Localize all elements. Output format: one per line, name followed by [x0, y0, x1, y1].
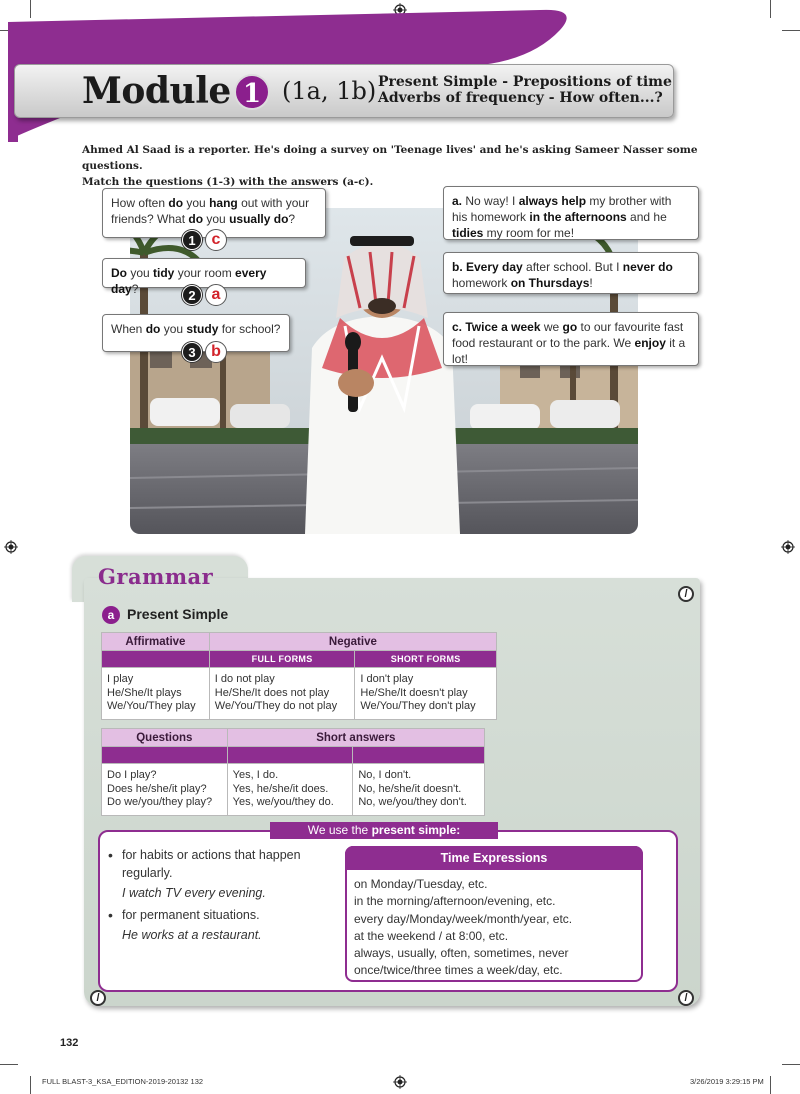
short-forms-cell — [355, 668, 497, 720]
header-short-answers: Short answers — [227, 729, 484, 747]
module-units: (1a, 1b) — [282, 77, 377, 105]
registration-mark-icon — [4, 540, 18, 554]
text-segment: present simple: — [371, 823, 461, 837]
header-affirmative: Affirmative — [102, 633, 210, 651]
text-segment: you — [160, 322, 187, 336]
table-line: Yes, he/she/it does. — [232, 782, 329, 795]
question-number-3: 3 — [182, 342, 202, 362]
table-line: Do I play? — [107, 769, 157, 781]
table-line: No, I don't. — [358, 769, 412, 781]
text-segment: do — [188, 212, 204, 226]
answer-letter-3[interactable]: b — [205, 341, 227, 363]
header-blank — [102, 747, 228, 764]
usage-example: I watch TV every evening. — [122, 886, 266, 900]
crop-mark — [782, 1064, 800, 1065]
text-segment: hang — [209, 196, 238, 210]
question-bubble-2 — [102, 258, 306, 296]
exercise-instructions — [82, 142, 702, 190]
module-title: Module — [82, 70, 231, 112]
text-segment: c. Twice a week — [452, 320, 541, 334]
header-blank — [102, 651, 210, 668]
text-segment: We use the — [307, 823, 372, 837]
time-expression: on Monday/Tuesday, etc. — [354, 877, 488, 891]
footer-timestamp: 3/26/2019 3:29:15 PM — [690, 1077, 764, 1086]
text-segment: every day — [111, 266, 267, 296]
text-segment: usually do — [229, 212, 289, 226]
no-answers-cell — [353, 764, 485, 816]
answer-bubble-c — [443, 312, 699, 366]
time-expression: every day/Monday/week/month/year, etc. — [354, 911, 573, 926]
text-segment: after school. But I — [522, 260, 623, 274]
crop-mark — [0, 1064, 18, 1065]
table-line: He/She/It plays — [107, 686, 182, 699]
header-blank — [227, 747, 353, 764]
module-number-badge: 1 — [234, 74, 270, 110]
table-line: We/You/They don't play — [360, 700, 476, 712]
text-segment: enjoy — [634, 336, 666, 350]
grammar-title: Grammar — [98, 564, 214, 589]
header-short-forms: SHORT FORMS — [355, 651, 497, 668]
present-simple-table — [101, 632, 497, 720]
table-line: He/She/It doesn't play — [360, 686, 468, 699]
text-segment: my brother with his homework — [452, 194, 672, 224]
text-segment: you — [203, 212, 230, 226]
answer-letter-2[interactable]: a — [205, 284, 227, 306]
crop-mark — [770, 1076, 771, 1094]
text-segment: When — [111, 322, 146, 336]
table-line: Yes, we/you/they do. — [232, 796, 334, 808]
module-topic-line2: Adverbs of frequency - How often...? — [378, 90, 663, 106]
header-full-forms: FULL FORMS — [209, 651, 355, 668]
text-segment: and he — [626, 210, 667, 224]
table-line: I don't play — [360, 673, 414, 685]
table-line: I play — [107, 673, 134, 685]
text-segment: in the afternoons — [529, 210, 627, 224]
text-segment: homework — [452, 276, 511, 290]
text-segment: ! — [589, 276, 593, 290]
header-negative: Negative — [209, 633, 496, 651]
usage-item: • for habits or actions that happen regularly. — [108, 846, 338, 882]
text-segment: we — [540, 320, 563, 334]
footer-file-info: FULL BLAST-3_KSA_EDITION-2019-20132 132 — [42, 1077, 204, 1086]
text-segment: my room for me! — [483, 226, 575, 240]
text-segment: never do — [622, 260, 673, 274]
table-line: I do not play — [214, 673, 275, 685]
text-segment: tidies — [452, 226, 484, 240]
answer-bubble-b — [443, 252, 699, 294]
table-line: No, we/you/they don't. — [358, 796, 467, 808]
time-expressions-list — [354, 876, 639, 980]
text-segment: you — [127, 266, 154, 280]
answer-letter-1[interactable]: c — [205, 229, 227, 251]
audio-disc-icon: / — [678, 990, 694, 1006]
registration-mark-icon — [781, 540, 795, 554]
answer-bubble-a — [443, 186, 699, 240]
time-expression: always, usually, often, sometimes, never — [354, 946, 569, 961]
text-segment: always help — [518, 194, 587, 208]
usage-list — [108, 846, 338, 948]
audio-disc-icon: / — [90, 990, 106, 1006]
table-line: We/You/They do not play — [214, 700, 338, 712]
text-segment: a. — [452, 194, 463, 208]
table-line: No, he/she/it doesn't. — [358, 782, 462, 795]
time-expression: once/twice/three times a week/day, etc. — [354, 963, 563, 978]
time-expression: in the morning/afternoon/evening, etc. — [354, 894, 556, 909]
text-segment: it a lot! — [452, 336, 686, 366]
affirmative-cell — [102, 668, 210, 720]
header-blank — [353, 747, 485, 764]
text-segment: Do — [111, 266, 127, 280]
text-segment: on Thursdays — [510, 276, 590, 290]
time-expression: at the weekend / at 8:00, etc. — [354, 928, 509, 943]
table-line: Do we/you/they play? — [107, 796, 213, 808]
table-line: Does he/she/it play? — [107, 782, 207, 795]
text-segment: b. Every day — [452, 260, 523, 274]
questions-cell — [102, 764, 228, 816]
section-letter-badge: a — [102, 606, 120, 624]
text-segment: to our favourite fast food restaurant or to the park. We — [452, 320, 684, 350]
questions-short-answers-table — [101, 728, 485, 816]
text-segment: do — [168, 196, 184, 210]
text-segment: How often — [111, 196, 169, 210]
text-segment: do — [145, 322, 161, 336]
usage-item: • for permanent situations. — [108, 906, 338, 924]
table-line: He/She/It does not play — [214, 686, 330, 699]
question-number-1: 1 — [182, 230, 202, 250]
usage-example: He works at a restaurant. — [122, 928, 262, 942]
page-number: 132 — [60, 1037, 79, 1049]
instructions-line2: Match the questions (1-3) with the answers (a-c). — [82, 176, 374, 188]
time-expressions-title: Time Expressions — [345, 846, 643, 870]
text-segment: go — [562, 320, 578, 334]
text-segment: you — [183, 196, 210, 210]
text-segment: out with your friends? What — [111, 196, 310, 226]
text-segment: study — [186, 322, 219, 336]
table-line: Yes, I do. — [232, 769, 279, 781]
text-segment: ? — [131, 282, 139, 296]
registration-mark-icon — [393, 1075, 407, 1089]
audio-disc-icon: / — [678, 586, 694, 602]
instructions-line1: Ahmed Al Saad is a reporter. He's doing a survey on 'Teenage lives' and he's asking Sameer Nasser some questions. — [82, 144, 698, 172]
table-line: We/You/They play — [107, 700, 196, 712]
text-segment: tidy — [153, 266, 175, 280]
text-segment: ? — [288, 212, 296, 226]
header-questions: Questions — [102, 729, 228, 747]
full-forms-cell — [209, 668, 355, 720]
section-title: Present Simple — [127, 606, 229, 622]
text-segment: No way! I — [462, 194, 519, 208]
text-segment: for school? — [218, 322, 281, 336]
text-segment: your room — [174, 266, 236, 280]
usage-title — [270, 822, 498, 839]
question-number-2: 2 — [182, 285, 202, 305]
crop-mark — [30, 1076, 31, 1094]
module-topic-line1: Present Simple - Prepositions of time — [378, 74, 672, 90]
yes-answers-cell — [227, 764, 353, 816]
